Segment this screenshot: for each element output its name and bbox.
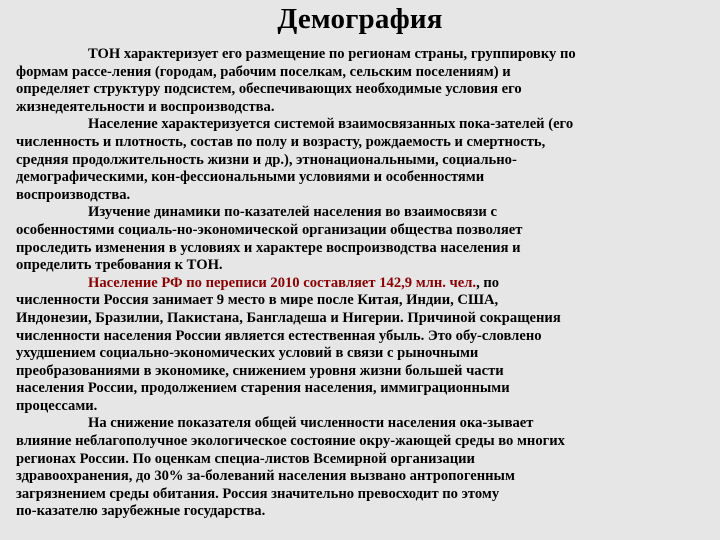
paragraph-dynamics-study <box>16 204 706 274</box>
text-line: загрязнением среды обитания. Россия значительно превосходит по этому <box>16 485 500 502</box>
text-line: здравоохранения, до 30% за-болеваний населения вызвано антропогенным <box>16 468 515 485</box>
text-line <box>16 275 706 293</box>
census-highlight: Население РФ по переписи 2010 составляет 142,9 млн. чел. <box>88 274 477 291</box>
text-line: определить требования к ТОН. <box>16 257 223 274</box>
text-line: преобразованиями в экономике, снижением уровня жизни большей части <box>16 362 504 379</box>
slide-body <box>16 46 706 521</box>
text-line: процессами. <box>16 397 98 414</box>
text-line: проследить изменения в условиях и характере воспроизводства населения и <box>16 239 521 256</box>
text-line: демографическими, кон-фессиональными условиями и особенностями <box>16 169 485 186</box>
text-line: определяет структуру подсистем, обеспечивающих необходимые условия его <box>16 81 522 98</box>
text-line: средняя продолжительность жизни и др.), этнонациональными, социально- <box>16 151 517 168</box>
text-line: численности Россия занимает 9 место в мире после Китая, Индии, США, <box>16 292 499 309</box>
text-line: влияние неблагополучное экологическое состояние окру-жающей среды во многих <box>16 433 565 450</box>
text-line: населения России, продолжением старения населения, иммиграционными <box>16 380 510 397</box>
paragraph-ecology-impact <box>16 415 706 521</box>
text-line: ухудшением социально-экономических условий в связи с рыночными <box>16 345 479 362</box>
text-line: Изучение динамики по-казателей населения во взаимосвязи с <box>88 204 497 221</box>
slide-title: Демография <box>277 3 443 35</box>
paragraph-population-indicators <box>16 116 706 204</box>
text-line: На снижение показателя общей численности населения ока-зывает <box>88 415 534 432</box>
text-line: регионах России. По оценкам специа-листов Всемирной организации <box>16 450 475 467</box>
text-line: Индонезии, Бразилии, Пакистана, Бангладеша и Нигерии. Причиной сокращения <box>16 309 561 326</box>
paragraph-ton-placement <box>16 46 706 116</box>
text-line: численность и плотность, состав по полу и возрасту, рождаемость и смертность, <box>16 133 546 150</box>
paragraph-census-2010 <box>16 275 706 416</box>
text-line: по-казателю зарубежные государства. <box>16 503 266 520</box>
census-line-rest: , по <box>476 274 500 291</box>
text-line: особенностями социаль-но-экономической организации общества позволяет <box>16 221 523 238</box>
text-line: численности населения России является естественная убыль. Это обу-словлено <box>16 327 542 344</box>
text-line: формам рассе-ления (городам, рабочим поселкам, сельским поселениям) и <box>16 63 511 80</box>
text-line: воспроизводства. <box>16 186 131 203</box>
text-line: ТОН характеризует его размещение по регионам страны, группировку по <box>88 46 576 62</box>
text-line: жизнедеятельности и воспроизводства. <box>16 98 275 115</box>
text-line: Население характеризуется системой взаимосвязанных пока-зателей (его <box>88 116 574 133</box>
